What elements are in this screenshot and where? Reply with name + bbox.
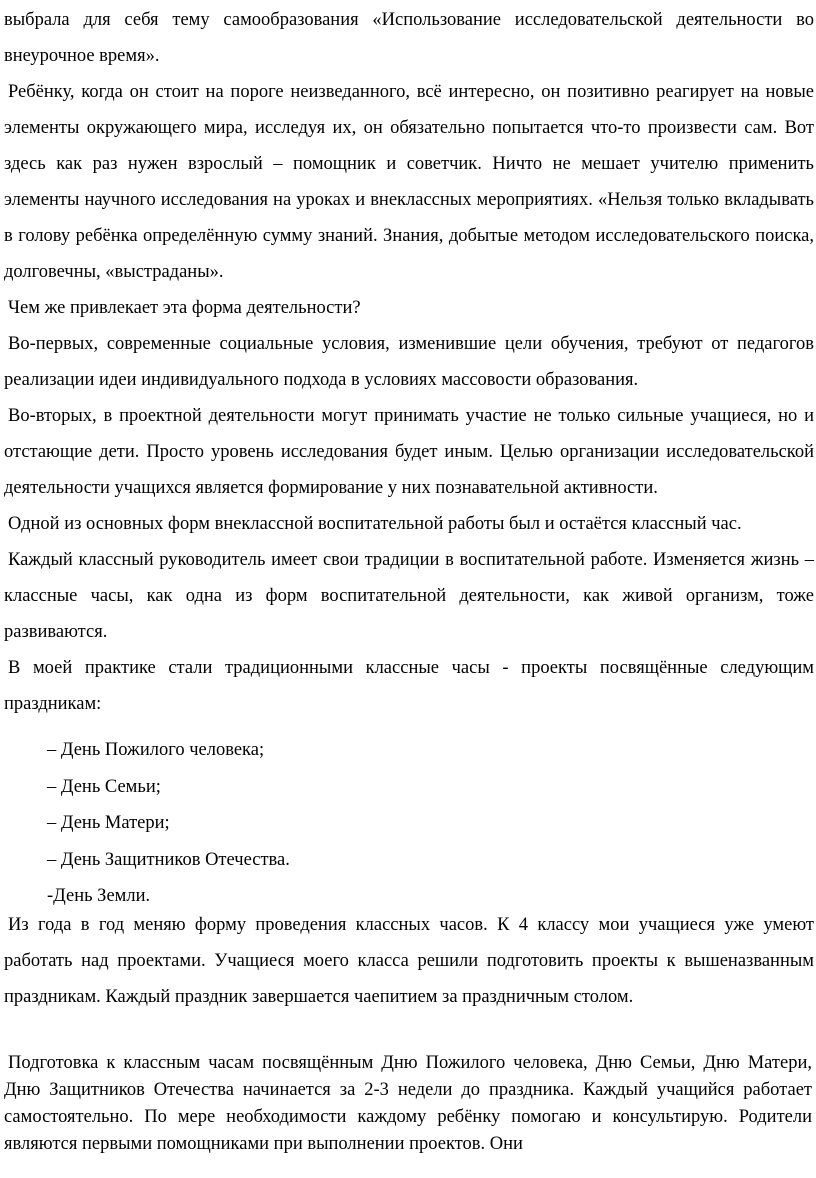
paragraph-traditions: Каждый классный руководитель имеет свои традиции в воспитательной работе. Изменяется жизнь – классные часы, как одна из форм воспитательной деятельности, как живой организм, тоже развиваются. bbox=[4, 550, 814, 642]
paragraph-question: Чем же привлекает эта форма деятельности? bbox=[8, 298, 361, 318]
list-item: – День Пожилого человека; bbox=[47, 740, 265, 760]
paragraph-preparation: Подготовка к классным часам посвящённым Дню Пожилого человека, Дню Семьи, Дню Матери, Дню Защитников Отечества начинается за 2-3 недели до праздника. Каждый учащийся работает самостоятельно. По мере необходимости каждому ребёнку помогаю и консультирую. Родители являются первыми помощниками при выполнении проектов. Они bbox=[4, 1053, 812, 1154]
paragraph-topic: выбрала для себя тему самообразования «Использование исследовательской деятельности во внеурочное время». bbox=[4, 10, 814, 66]
text-block-middle bbox=[4, 907, 814, 1015]
list-item: – День Защитников Отечества. bbox=[47, 849, 290, 870]
paragraph-projects: Из года в год меняю форму проведения классных часов. К 4 классу мои учащиеся уже умеют работать над проектами. Учащиеся моего класса решили подготовить проекты к вышеназванным праздникам. Каждый праздник завершается чаепитием за праздничным столом. bbox=[4, 915, 814, 1007]
list-item: – День Матери; bbox=[47, 813, 170, 833]
paragraph-class-hour: Одной из основных форм внеклассной воспитательной работы был и остаётся классный час. bbox=[8, 514, 742, 534]
list-item: -День Земли. bbox=[47, 886, 151, 906]
paragraph-child-curiosity: Ребёнку, когда он стоит на пороге неизведанного, всё интересно, он позитивно реагирует на новые элементы окружающего мира, исследуя их, он обязательно попытается что-то произвести сам. Вот здесь как раз нужен взрослый – помощник и советчик. Ничто не мешает учителю применить элементы научного исследования на уроках и внеклассных мероприятиях. «Нельзя только вкладывать в голову ребёнка определённую сумму знаний. Знания, добытые методом исследовательского поиска, долговечны, «выстраданы». bbox=[4, 82, 814, 282]
list-item: – День Семьи; bbox=[47, 776, 161, 797]
holiday-list bbox=[0, 732, 816, 915]
paragraph-practice: В моей практике стали традиционными классные часы - проекты посвящённые следующим праздникам: bbox=[4, 658, 814, 714]
paragraph-secondly: Во-вторых, в проектной деятельности могут принимать участие не только сильные учащиеся, но и отстающие дети. Просто уровень исследования будет иным. Целью организации исследовательской деятельности учащихся является формирование у них познавательной активности. bbox=[4, 406, 814, 498]
text-block-top bbox=[4, 2, 814, 722]
paragraph-firstly: Во-первых, современные социальные условия, изменившие цели обучения, требуют от педагогов реализации идеи индивидуального подхода в условиях массовости образования. bbox=[4, 334, 814, 390]
